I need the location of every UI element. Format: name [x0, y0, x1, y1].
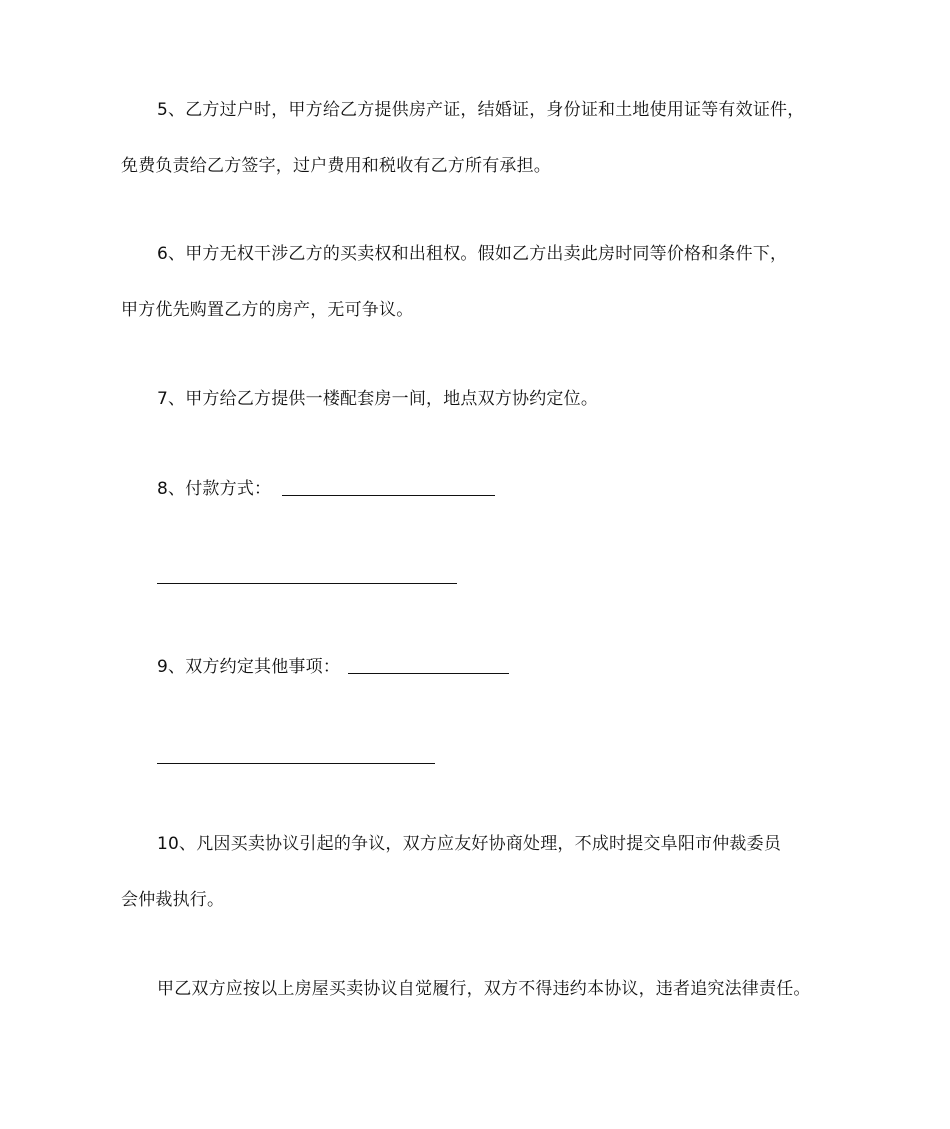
clause-8-label: 8、付款方式：: [157, 479, 272, 499]
clause-5-line-2: 免费负责给乙方签字，过户费用和税收有乙方所有承担。: [121, 156, 551, 176]
clause-6-line-1: 6、甲方无权干涉乙方的买卖权和出租权。假如乙方出卖此房时同等价格和条件下，: [157, 244, 788, 264]
clause-5-line-1: 5、乙方过户时，甲方给乙方提供房产证，结婚证，身份证和土地使用证等有效证件，: [157, 100, 805, 120]
clause-10-line-2: 会仲裁执行。: [121, 890, 225, 910]
clause-7-line-1: 7、甲方给乙方提供一楼配套房一间，地点双方协约定位。: [157, 389, 599, 409]
other-matters-blank-continued: [157, 763, 435, 764]
clause-9-label: 9、双方约定其他事项：: [157, 657, 341, 677]
other-matters-blank: [348, 673, 509, 674]
closing-statement: 甲乙双方应按以上房屋买卖协议自觉履行，双方不得违约本协议，违者追究法律责任。: [157, 979, 811, 999]
payment-method-blank-continued: [157, 583, 457, 584]
clause-10-line-1: 10、凡因买卖协议引起的争议，双方应友好协商处理，不成时提交阜阳市仲裁委员: [157, 834, 782, 854]
payment-method-blank: [282, 495, 495, 496]
clause-9-line: [157, 655, 340, 679]
clause-8-line: [157, 477, 271, 501]
clause-6-line-2: 甲方优先购置乙方的房产，无可争议。: [121, 300, 414, 320]
